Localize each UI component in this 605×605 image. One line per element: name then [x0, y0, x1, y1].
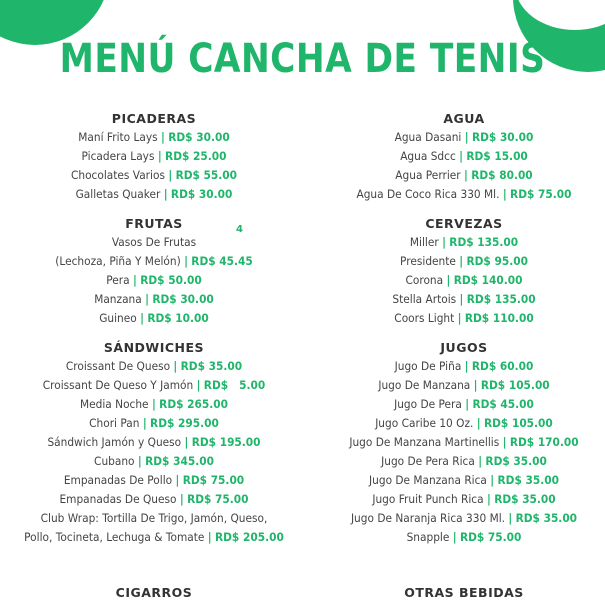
item-price: RD$ 50.00: [140, 273, 202, 287]
item-price: RD$ 75.00: [459, 530, 522, 544]
item-price: RD$ 10.00: [147, 311, 209, 325]
item-name: Jugo De Manzana Martinellis: [349, 435, 500, 449]
menu-item: [326, 395, 602, 414]
item-price: RD$ 35.00: [180, 359, 243, 373]
item-name: Jugo De Pera Rica: [381, 454, 475, 468]
item-price: RD$ 25.00: [165, 149, 227, 163]
item-price: RD$ 45.45: [191, 254, 253, 268]
item-name: Jugo De Manzana Rica: [369, 473, 487, 487]
menu-item: [16, 233, 292, 252]
menu-item: [16, 471, 292, 490]
menu-item: [326, 528, 602, 547]
menu-item: [326, 271, 602, 290]
price-separator: |: [473, 378, 478, 392]
menu-column-left: [4, 110, 304, 558]
price-separator: |: [464, 130, 469, 144]
item-name: Croissant De Queso: [65, 359, 171, 373]
price-separator: |: [161, 130, 165, 144]
item-price: RD$ 80.00: [471, 168, 533, 182]
price-separator: |: [175, 473, 180, 487]
item-name: Maní Frito Lays: [78, 130, 158, 144]
item-name: Empanadas De Queso: [59, 492, 177, 506]
item-name: Picadera Lays: [81, 149, 155, 163]
price-separator: |: [163, 187, 168, 201]
price-separator: |: [490, 473, 495, 487]
item-name: Chori Pan: [89, 416, 140, 430]
price-separator: |: [207, 530, 212, 544]
price-separator: |: [459, 254, 464, 268]
menu-item: [326, 452, 602, 471]
menu-item: [16, 309, 292, 328]
item-price: RD$ 55.00: [175, 168, 238, 182]
item-price: RD$ 35.00: [485, 454, 547, 468]
price-separator: |: [459, 292, 464, 306]
menu-section-jugos: [314, 339, 605, 547]
price-separator: |: [478, 454, 483, 468]
item-name: Pera: [106, 273, 130, 287]
price-separator: |: [508, 511, 513, 525]
item-name: Coors Light: [394, 311, 455, 325]
menu-item: [326, 128, 602, 147]
item-price: RD$ 35.00: [497, 473, 559, 487]
menu-item: [16, 395, 292, 414]
price-separator: |: [459, 149, 463, 163]
item-name: Jugo De Naranja Rica 330 Ml.: [350, 511, 506, 525]
price-separator: |: [157, 149, 162, 163]
item-price: RD$ 95.00: [466, 254, 528, 268]
menu-item: [16, 452, 292, 471]
menu-item: [326, 166, 602, 185]
menu-item: [326, 471, 602, 490]
item-price: RD$ 45.00: [472, 397, 534, 411]
item-name: Manzana: [94, 292, 142, 306]
item-price: RD$ 105.00: [480, 378, 550, 392]
menu-item: [326, 233, 602, 252]
price-separator: |: [442, 235, 446, 249]
item-name: Agua De Coco Rica 330 Ml.: [356, 187, 500, 201]
price-separator: |: [464, 168, 468, 182]
stray-mark: 4: [236, 224, 243, 235]
menu-section-sandwiches: [4, 339, 304, 547]
item-price: RD$ 345.00: [145, 454, 214, 468]
price-separator: |: [184, 435, 189, 449]
item-price: RD$ 30.00: [471, 130, 534, 144]
item-name: Agua Dasani: [394, 130, 462, 144]
item-name: Empanadas De Pollo: [63, 473, 173, 487]
item-price: RD$ 30.00: [152, 292, 214, 306]
price-separator: |: [452, 530, 457, 544]
section-heading: CERVEZAS: [425, 216, 503, 231]
menu-item: [326, 490, 602, 509]
section-heading: PICADERAS: [111, 111, 197, 126]
menu-item: [16, 433, 292, 452]
menu-item: [326, 252, 602, 271]
item-price: RD$ 110.00: [464, 311, 534, 325]
menu-item: [16, 252, 292, 271]
menu-item: [16, 271, 292, 290]
menu-item: [16, 357, 292, 376]
item-price: RD$ 105.00: [483, 416, 553, 430]
menu-section-frutas: [4, 215, 304, 328]
price-separator: |: [137, 454, 142, 468]
menu-item: [16, 185, 292, 204]
item-name: Vasos De Frutas: [111, 235, 197, 249]
item-name: Pollo, Tocineta, Lechuga & Tomate: [24, 530, 205, 544]
section-heading-otras-bebidas: OTRAS BEBIDAS: [404, 585, 524, 600]
menu-item: [16, 147, 292, 166]
menu-column-right: [314, 110, 605, 558]
item-name: Jugo Fruit Punch Rica: [372, 492, 484, 506]
item-price: RD$ 15.00: [466, 149, 528, 163]
menu-item: [326, 509, 602, 528]
item-price: RD$ 135.00: [449, 235, 519, 249]
item-name: Jugo De Piña: [394, 359, 462, 373]
item-price: RD$ 30.00: [170, 187, 233, 201]
item-price: RD$ 170.00: [509, 435, 579, 449]
price-separator: |: [173, 359, 178, 373]
item-price: RD$ 75.00: [187, 492, 249, 506]
menu-item: [16, 290, 292, 309]
item-price: RD$ 30.00: [168, 130, 230, 144]
menu-section-agua: [314, 110, 605, 204]
item-name: Club Wrap: Tortilla De Trigo, Jamón, Queso,: [40, 511, 268, 525]
item-name: Guineo: [99, 311, 137, 325]
price-separator: |: [446, 273, 451, 287]
menu-item: [326, 309, 602, 328]
item-price: RD$ 5.00: [203, 378, 266, 392]
menu-item: [326, 414, 602, 433]
section-heading: JUGOS: [440, 340, 488, 355]
item-name: (Lechoza, Piña Y Melón): [55, 254, 181, 268]
menu-item: [326, 376, 602, 395]
price-separator: |: [184, 254, 188, 268]
section-heading-cigarros: CIGARROS: [115, 585, 193, 600]
price-separator: |: [476, 416, 481, 430]
item-name: Agua Perrier: [395, 168, 461, 182]
price-separator: |: [145, 292, 149, 306]
item-price: RD$ 75.00: [182, 473, 245, 487]
menu-item: [16, 414, 292, 433]
price-separator: |: [168, 168, 173, 182]
price-separator: |: [457, 311, 462, 325]
item-price: RD$ 295.00: [150, 416, 219, 430]
price-separator: |: [486, 492, 491, 506]
price-separator: |: [179, 492, 184, 506]
item-name: Snapple: [406, 530, 450, 544]
menu-item: [326, 290, 602, 309]
price-separator: |: [142, 416, 147, 430]
item-price: RD$ 135.00: [466, 292, 536, 306]
section-heading: AGUA: [443, 111, 485, 126]
menu-item: [16, 509, 292, 528]
section-heading: FRUTAS: [125, 216, 183, 231]
item-name: Jugo De Pera: [394, 397, 462, 411]
menu-section-cervezas: [314, 215, 605, 328]
menu-item: [16, 166, 292, 185]
price-separator: |: [464, 359, 469, 373]
menu-item: [326, 147, 602, 166]
menu-item: [16, 128, 292, 147]
item-name: Croissant De Queso Y Jamón: [42, 378, 194, 392]
item-name: Cubano: [94, 454, 135, 468]
item-name: Galletas Quaker: [75, 187, 161, 201]
menu-item: [16, 376, 292, 395]
item-name: Media Noche: [80, 397, 149, 411]
menu-item: [16, 490, 292, 509]
price-separator: |: [465, 397, 470, 411]
item-name: Miller: [409, 235, 439, 249]
menu-section-picaderas: [4, 110, 304, 204]
item-price: RD$ 265.00: [159, 397, 228, 411]
page-title: MENÚ CANCHA DE TENIS: [59, 36, 546, 82]
item-name: Jugo De Manzana: [378, 378, 471, 392]
price-separator: |: [140, 311, 144, 325]
item-price: RD$ 60.00: [471, 359, 534, 373]
price-separator: |: [151, 397, 156, 411]
price-separator: |: [502, 435, 507, 449]
item-price: RD$ 75.00: [510, 187, 572, 201]
item-name: Sándwich Jamón y Queso: [47, 435, 182, 449]
menu-item: [326, 357, 602, 376]
price-separator: |: [502, 187, 507, 201]
item-name: Corona: [405, 273, 444, 287]
menu-item: [16, 528, 292, 547]
menu-item: [326, 185, 602, 204]
item-price: RD$ 205.00: [215, 530, 284, 544]
item-name: Jugo Caribe 10 Oz.: [375, 416, 474, 430]
item-name: Chocolates Varios: [70, 168, 165, 182]
item-price: RD$ 35.00: [494, 492, 556, 506]
item-price: RD$ 140.00: [453, 273, 523, 287]
item-price: RD$ 35.00: [515, 511, 578, 525]
section-heading: SÁNDWICHES: [103, 340, 205, 355]
price-separator: |: [133, 273, 137, 287]
price-separator: |: [196, 378, 201, 392]
item-name: Presidente: [400, 254, 456, 268]
item-price: RD$ 195.00: [191, 435, 261, 449]
menu-item: [326, 433, 602, 452]
item-name: Stella Artois: [392, 292, 457, 306]
item-name: Agua Sdcc: [400, 149, 456, 163]
